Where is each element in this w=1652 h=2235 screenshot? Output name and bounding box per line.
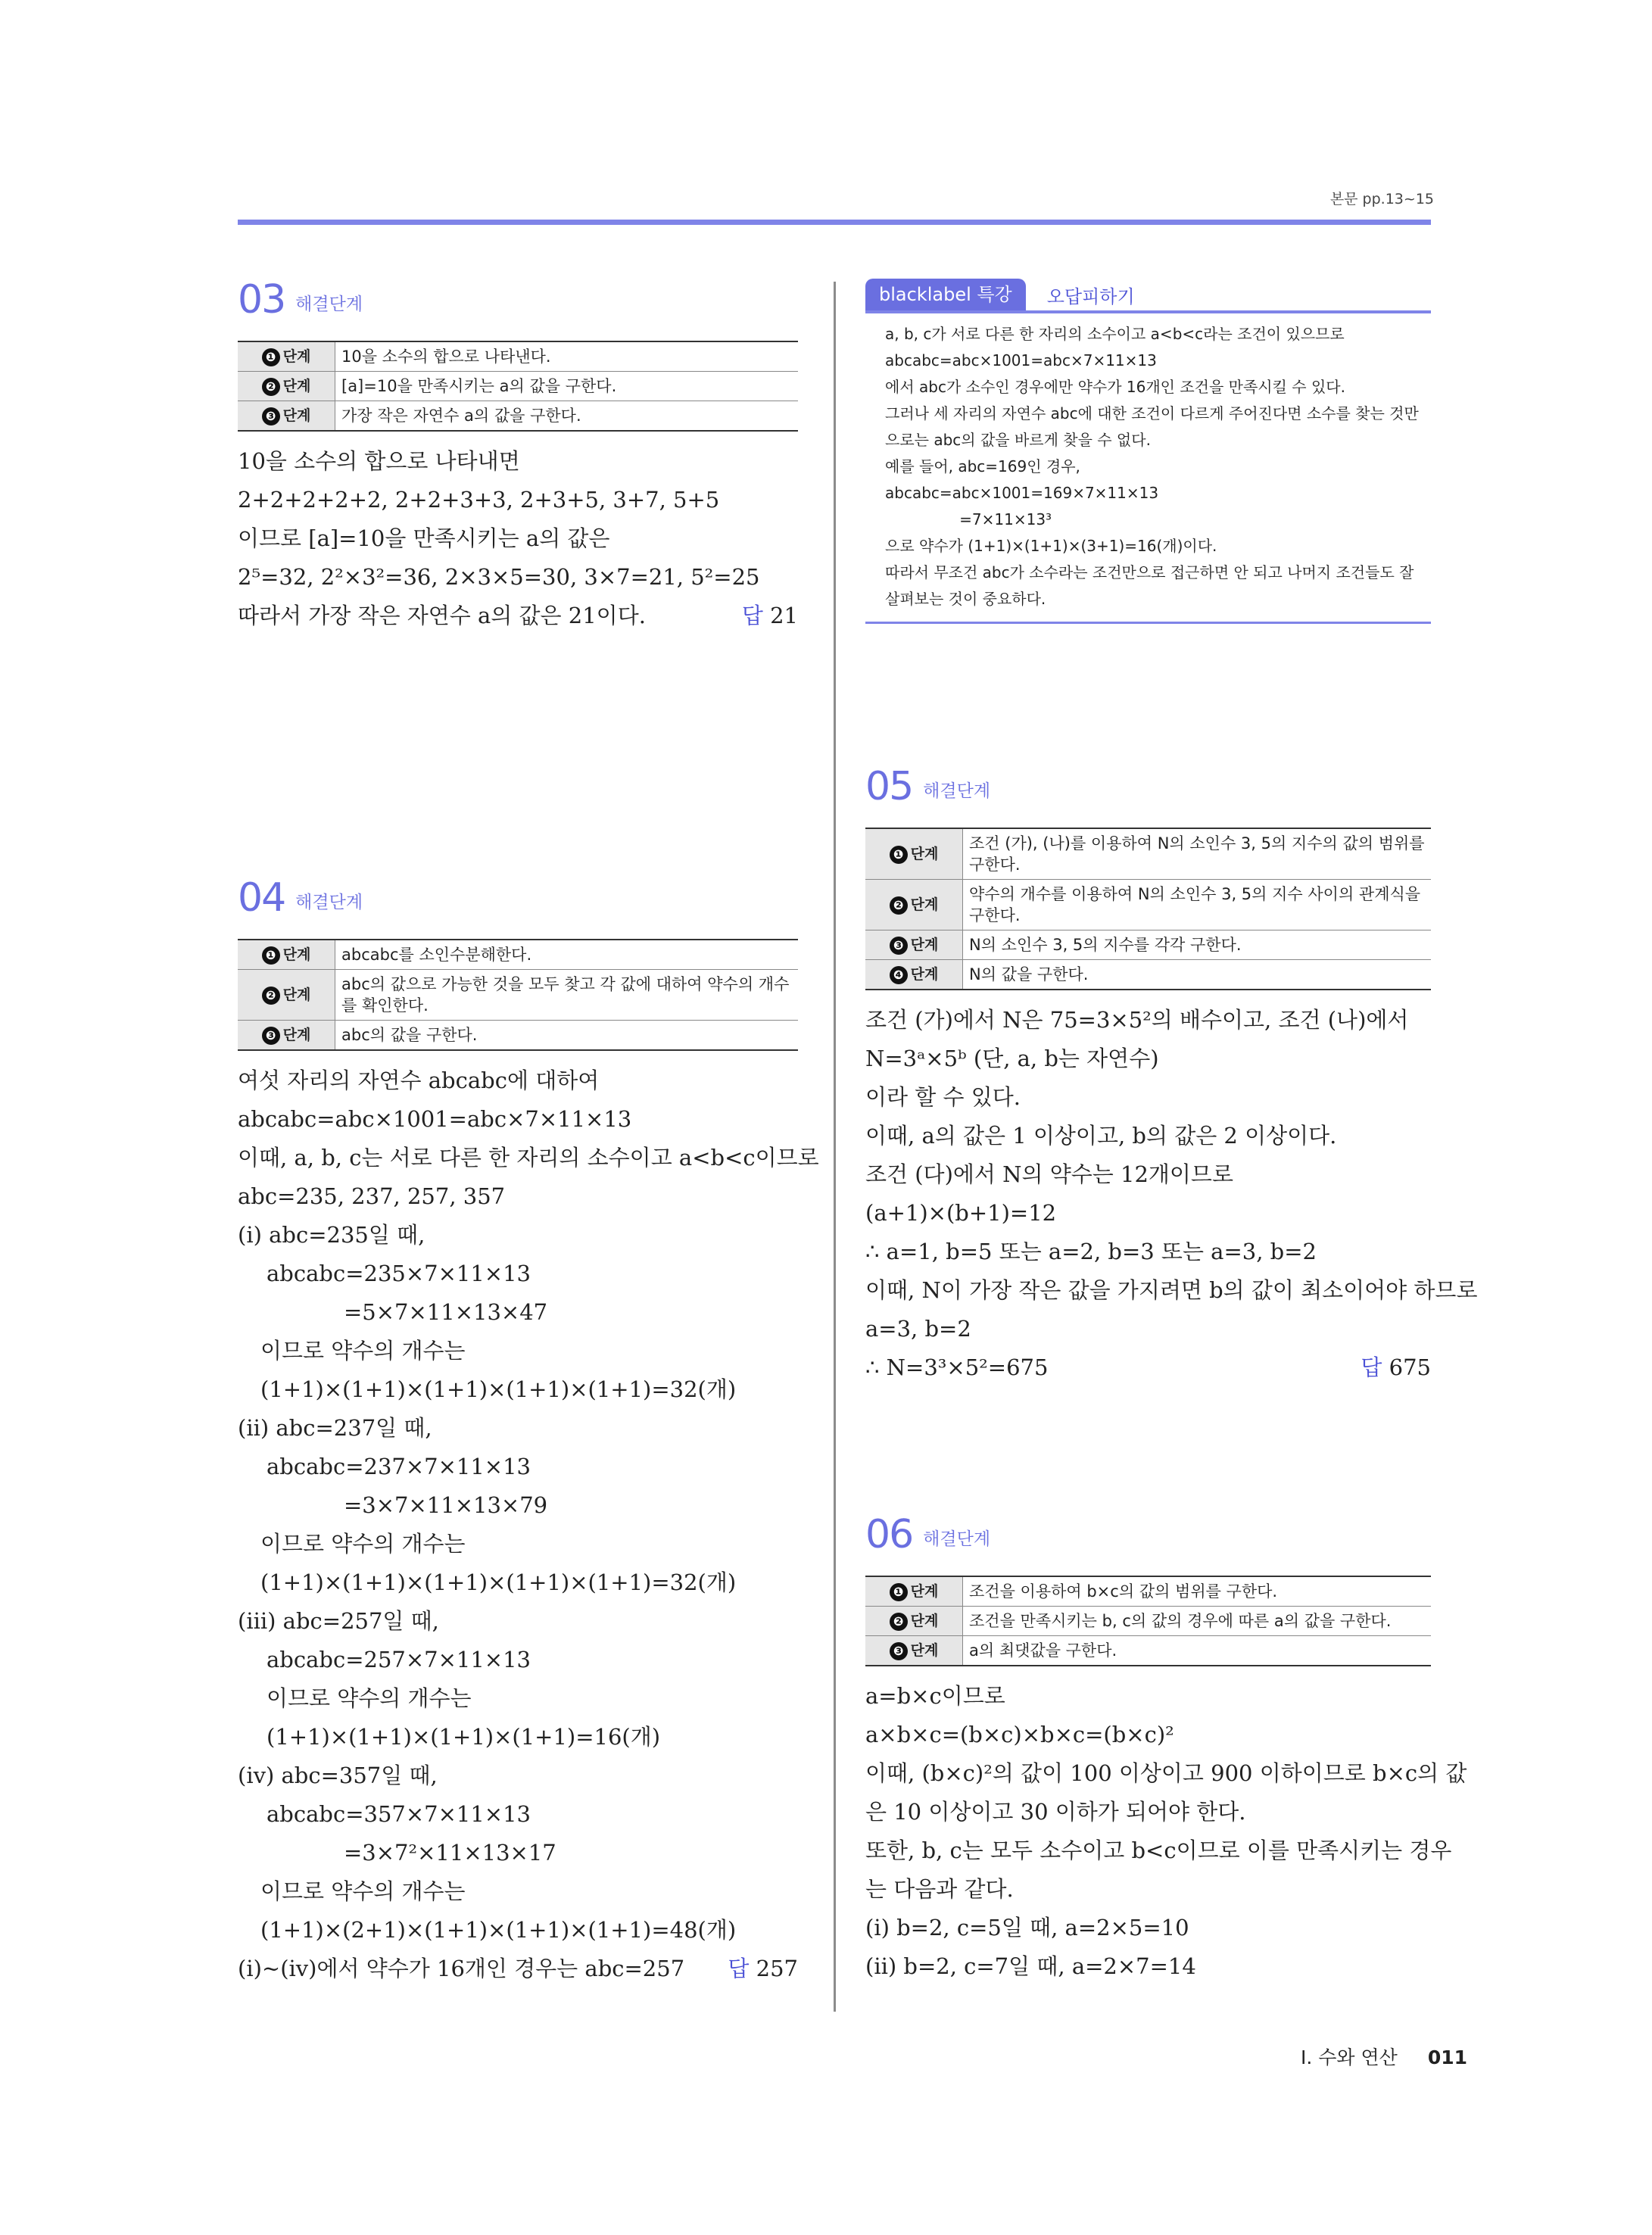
- solution-line-text: (ⅰ)~(ⅳ)에서 약수가 16개인 경우는 abc=257: [238, 1956, 685, 1981]
- solution-line: 은 10 이상이고 30 이하가 되어야 한다.: [865, 1799, 1246, 1825]
- blacklabel-line: 예를 들어, abc=169인 경우,: [885, 457, 1080, 475]
- step-badge: ❸: [262, 407, 280, 425]
- step-label: 단계: [910, 846, 939, 862]
- solution-line: 이라 할 수 있다.: [865, 1084, 1021, 1110]
- solution-steps-table: [865, 1576, 1431, 1666]
- solution-line: 여섯 자리의 자연수 abcabc에 대하여: [238, 1068, 600, 1093]
- solution-line: abc=235, 237, 257, 357: [238, 1183, 506, 1209]
- header-rule: [238, 220, 1431, 225]
- step-badge: ❶: [262, 348, 280, 366]
- solution-line: abcabc=257×7×11×13: [267, 1647, 531, 1672]
- step-badge: ❷: [262, 987, 280, 1005]
- blacklabel-line: 따라서 무조건 abc가 소수라는 조건만으로 접근하면 안 되고 나머지 조건들도 잘: [885, 563, 1414, 581]
- section-03: [238, 274, 798, 635]
- step-label: 단계: [282, 1027, 311, 1043]
- step-row: [865, 880, 1431, 930]
- step-row: [238, 341, 798, 372]
- step-text: [a]=10을 만족시키는 a의 값을 구한다.: [335, 372, 799, 401]
- step-badge: ❷: [262, 378, 280, 396]
- page-number: 011: [1427, 2046, 1467, 2068]
- solution-line: a=3, b=2: [865, 1316, 971, 1342]
- step-label: 단계: [282, 946, 311, 963]
- step-label: 단계: [910, 1642, 939, 1659]
- step-row: [865, 1607, 1431, 1636]
- step-row: [865, 828, 1431, 880]
- step-label: 단계: [282, 348, 311, 365]
- solution-line: (1+1)×(2+1)×(1+1)×(1+1)×(1+1)=48(개): [260, 1917, 737, 1943]
- step-label: 단계: [282, 987, 311, 1003]
- solution-line: 조건 (가)에서 N은 75=3×5²의 배수이고, 조건 (나)에서: [865, 1007, 1409, 1033]
- solution-line: (ⅱ) abc=237일 때,: [238, 1415, 432, 1441]
- solution-line: 이때, a, b, c는 서로 다른 한 자리의 소수이고 a<b<c이므로: [238, 1145, 819, 1170]
- page-footer: [1301, 2043, 1467, 2070]
- section-number: 04: [238, 875, 285, 921]
- solution-line: 이므로 약수의 개수는: [267, 1685, 472, 1711]
- column-divider: [834, 282, 836, 2012]
- section-04: [238, 872, 819, 1988]
- step-badge: ❹: [890, 966, 908, 984]
- answer-value: 21: [770, 603, 798, 628]
- solution-steps-table: [238, 341, 798, 432]
- error-avoid-tab: 오답피하기: [1046, 285, 1135, 307]
- solution-line-text: 따라서 가장 작은 자연수 a의 값은 21이다.: [238, 603, 646, 628]
- step-label: 단계: [282, 407, 311, 424]
- step-badge: ❷: [890, 1613, 908, 1631]
- step-row: [865, 1576, 1431, 1607]
- solution-line: (1+1)×(1+1)×(1+1)×(1+1)×(1+1)=32(개): [260, 1376, 737, 1402]
- blacklabel-box: [865, 279, 1431, 624]
- blacklabel-line: 그러나 세 자리의 자연수 abc에 대한 조건이 다르게 주어진다면 소수를 찾는 것만: [885, 404, 1419, 422]
- solution-line: abcabc=235×7×11×13: [267, 1261, 531, 1286]
- solution-line: 는 다음과 같다.: [865, 1876, 1014, 1902]
- solution-steps-table: [238, 939, 798, 1051]
- step-row: [865, 960, 1431, 990]
- step-label: 단계: [910, 937, 939, 953]
- blacklabel-line: 에서 abc가 소수인 경우에만 약수가 16개인 조건을 만족시킬 수 있다.: [885, 378, 1345, 396]
- answer-value: 257: [756, 1956, 798, 1981]
- solution-line: abcabc=abc×1001=abc×7×11×13: [238, 1106, 632, 1132]
- blacklabel-line: abcabc=abc×1001=abc×7×11×13: [885, 351, 1157, 369]
- step-label: 단계: [910, 896, 939, 913]
- step-row: [865, 930, 1431, 960]
- page-reference: 본문 pp.13~15: [1329, 191, 1434, 207]
- chapter-title: I. 수와 연산: [1300, 2046, 1398, 2068]
- section-number: 05: [865, 764, 913, 809]
- solution-line: 이때, N이 가장 작은 값을 가지려면 b의 값이 최소이어야 하므로: [865, 1277, 1478, 1303]
- solution-line: (ⅳ) abc=357일 때,: [238, 1763, 438, 1788]
- solution-line: (ⅰ) abc=235일 때,: [238, 1222, 425, 1248]
- solution-line: ∴ a=1, b=5 또는 a=2, b=3 또는 a=3, b=2: [865, 1239, 1317, 1264]
- solution-body: [238, 442, 798, 635]
- section-number: 06: [865, 1512, 913, 1557]
- blacklabel-line: 살펴보는 것이 중요하다.: [885, 590, 1046, 608]
- section-number: 03: [238, 277, 285, 323]
- solution-line: a=b×c이므로: [865, 1683, 1005, 1709]
- step-text: abc의 값을 구한다.: [335, 1021, 799, 1051]
- section-05: [865, 761, 1478, 1387]
- step-text: 약수의 개수를 이용하여 N의 소인수 3, 5의 지수 사이의 관계식을 구한다.: [963, 880, 1432, 930]
- step-text: N의 값을 구한다.: [963, 960, 1432, 990]
- step-row: [238, 970, 798, 1021]
- step-badge: ❶: [262, 946, 280, 965]
- step-label: 단계: [282, 378, 311, 394]
- solution-line: [238, 597, 798, 635]
- solution-body: [238, 1061, 819, 1988]
- solution-line: 2⁵=32, 2²×3²=36, 2×3×5=30, 3×7=21, 5²=25: [238, 564, 760, 590]
- step-label: 단계: [910, 1613, 939, 1629]
- step-text: 10을 소수의 합으로 나타낸다.: [335, 341, 799, 372]
- solution-line: 이때, a의 값은 1 이상이고, b의 값은 2 이상이다.: [865, 1123, 1337, 1149]
- step-text: abcabc를 소인수분해한다.: [335, 940, 799, 970]
- solution-line: a×b×c=(b×c)×b×c=(b×c)²: [865, 1722, 1174, 1747]
- blacklabel-line: a, b, c가 서로 다른 한 자리의 소수이고 a<b<c라는 조건이 있으므로: [885, 325, 1345, 343]
- step-text: a의 최댓값을 구한다.: [963, 1636, 1432, 1666]
- solution-line: (1+1)×(1+1)×(1+1)×(1+1)×(1+1)=32(개): [260, 1569, 737, 1595]
- answer: [1361, 1348, 1431, 1387]
- step-text: 조건을 이용하여 b×c의 값의 범위를 구한다.: [963, 1576, 1432, 1607]
- solution-line: (ⅲ) abc=257일 때,: [238, 1608, 439, 1634]
- solution-line: 이므로 약수의 개수는: [260, 1531, 466, 1557]
- blacklabel-body: [865, 313, 1431, 624]
- step-text: N의 소인수 3, 5의 지수를 각각 구한다.: [963, 930, 1432, 960]
- step-row: [865, 1636, 1431, 1666]
- step-badge: ❸: [890, 1642, 908, 1660]
- step-row: [238, 372, 798, 401]
- solution-line: 2+2+2+2+2, 2+2+3+3, 2+3+5, 3+7, 5+5: [238, 487, 720, 513]
- step-badge: ❸: [262, 1027, 280, 1045]
- solution-line: 이므로 약수의 개수는: [260, 1878, 466, 1904]
- answer-key: 답: [728, 1956, 750, 1981]
- step-row: [238, 401, 798, 432]
- step-badge: ❶: [890, 846, 908, 864]
- solution-line: =3×7²×11×13×17: [344, 1840, 556, 1866]
- solution-steps-table: [865, 828, 1431, 990]
- section-06: [865, 1509, 1467, 1986]
- solution-line: 이므로 약수의 개수는: [260, 1338, 466, 1364]
- section-label: 해결단계: [295, 295, 363, 314]
- section-label: 해결단계: [295, 893, 363, 912]
- step-row: [238, 1021, 798, 1051]
- solution-body: [865, 1001, 1478, 1387]
- answer-key: 답: [1361, 1354, 1382, 1380]
- step-text: 조건을 만족시키는 b, c의 값의 경우에 따른 a의 값을 구한다.: [963, 1607, 1432, 1636]
- solution-line: 조건 (다)에서 N의 약수는 12개이므로: [865, 1161, 1233, 1187]
- solution-line: (ⅰ) b=2, c=5일 때, a=2×5=10: [865, 1915, 1189, 1940]
- solution-line: abcabc=237×7×11×13: [267, 1454, 531, 1479]
- step-text: 조건 (가), (나)를 이용하여 N의 소인수 3, 5의 지수의 값의 범위를 구한다.: [963, 828, 1432, 880]
- solution-line: 또한, b, c는 모두 소수이고 b<c이므로 이를 만족시키는 경우: [865, 1838, 1452, 1863]
- solution-line: (1+1)×(1+1)×(1+1)×(1+1)=16(개): [267, 1724, 661, 1750]
- solution-line: N=3ᵃ×5ᵇ (단, a, b는 자연수): [865, 1046, 1159, 1071]
- blacklabel-line: =7×11×13³: [930, 510, 1052, 528]
- solution-line-text: ∴ N=3³×5²=675: [865, 1354, 1049, 1380]
- blacklabel-line: 으로 약수가 (1+1)×(1+1)×(3+1)=16(개)이다.: [885, 537, 1217, 555]
- step-row: [238, 940, 798, 970]
- solution-line: =3×7×11×13×79: [344, 1492, 548, 1518]
- solution-line: [238, 1950, 798, 1988]
- answer: [742, 597, 798, 635]
- step-badge: ❷: [890, 896, 908, 915]
- step-label: 단계: [910, 966, 939, 983]
- solution-line: 10을 소수의 합으로 나타내면: [238, 448, 520, 474]
- answer-value: 675: [1389, 1354, 1431, 1380]
- answer-key: 답: [741, 603, 763, 628]
- solution-body: [865, 1677, 1467, 1986]
- solution-line: abcabc=357×7×11×13: [267, 1801, 531, 1827]
- section-label: 해결단계: [923, 1529, 991, 1549]
- step-label: 단계: [910, 1583, 939, 1600]
- step-text: 가장 작은 자연수 a의 값을 구한다.: [335, 401, 799, 432]
- solution-line: =5×7×11×13×47: [344, 1299, 548, 1325]
- blacklabel-tab: blacklabel 특강: [865, 279, 1026, 310]
- section-label: 해결단계: [923, 781, 991, 801]
- blacklabel-line: 으로는 abc의 값을 바르게 찾을 수 없다.: [885, 431, 1151, 449]
- solution-line: (ⅱ) b=2, c=7일 때, a=2×7=14: [865, 1953, 1196, 1979]
- solution-line: 이때, (b×c)²의 값이 100 이상이고 900 이하이므로 b×c의 값: [865, 1760, 1467, 1786]
- answer: [728, 1950, 798, 1988]
- solution-line: (a+1)×(b+1)=12: [865, 1200, 1057, 1226]
- solution-line: [865, 1348, 1431, 1387]
- step-badge: ❶: [890, 1583, 908, 1601]
- step-text: abc의 값으로 가능한 것을 모두 찾고 각 값에 대하여 약수의 개수를 확인한다.: [335, 970, 799, 1021]
- solution-line: 이므로 [a]=10을 만족시키는 a의 값은: [238, 525, 610, 551]
- blacklabel-line: abcabc=abc×1001=169×7×11×13: [885, 484, 1159, 502]
- step-badge: ❸: [890, 937, 908, 955]
